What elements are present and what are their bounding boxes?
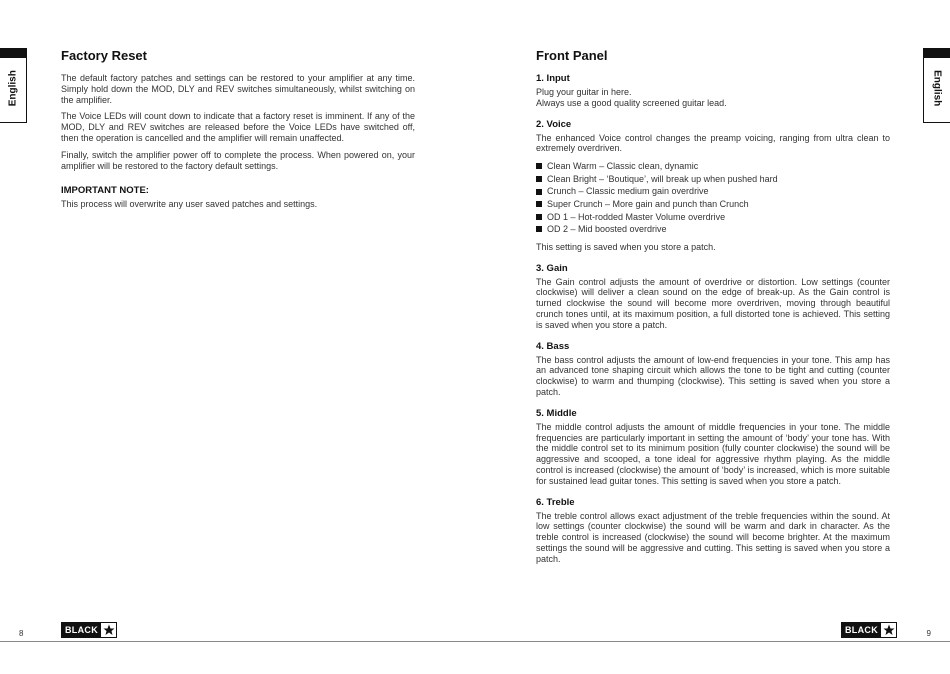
voice-option: Clean Bright – ‘Boutique’, will break up when pushed hard — [547, 173, 778, 184]
list-item — [536, 223, 890, 236]
list-item — [536, 160, 890, 173]
middle-text: The middle control adjusts the amount of middle frequencies in your tone. The middle frequencies are particularly important in setting the amount of ‘body’ your tone has. With the middle control set to its minimum position (fully counter clockwise) the sound will be aggressive and scooped, a tone ideal for aggressive rhythm playing. As the middle control is increased (clockwise) the amount of ‘body’ is increased, which is more suitable for sustained lead guitar tones. This setting is saved when you store a patch. — [536, 421, 890, 486]
language-tab-right — [923, 48, 950, 123]
voice-text: The enhanced Voice control changes the preamp voicing, ranging from ultra clean to extremely overdriven. — [536, 132, 890, 154]
middle-heading: 5. Middle — [536, 407, 577, 419]
star-icon — [101, 624, 116, 637]
bullet-square-icon — [536, 201, 542, 207]
input-line-2: Always use a good quality screened guitar lead. — [536, 97, 727, 108]
voice-saved-text: This setting is saved when you store a patch. — [536, 241, 716, 252]
black-star-logo-right — [841, 622, 897, 638]
voice-option: OD 2 – Mid boosted overdrive — [547, 224, 667, 235]
voice-option: Clean Warm – Classic clean, dynamic — [547, 161, 699, 172]
bullet-square-icon — [536, 176, 542, 182]
list-item — [536, 211, 890, 224]
page-number-left: 8 — [19, 629, 24, 638]
voice-option: OD 1 – Hot-rodded Master Volume overdrive — [547, 211, 726, 222]
gain-text: The Gain control adjusts the amount of overdrive or distortion. Low settings (counter clockwise) will deliver a clean sound on the edge of break-up. As the Gain control is turned clockwise the sound will become more overdriven, moving through beautiful crunch tones until, at its maximum position, a full distorted tone is achieved. This setting is saved when you store a patch. — [536, 276, 890, 330]
factory-reset-column — [61, 48, 415, 216]
bass-heading: 4. Bass — [536, 340, 570, 352]
language-tab-left — [0, 48, 27, 123]
factory-reset-title: Factory Reset — [61, 48, 147, 63]
front-panel-title: Front Panel — [536, 48, 608, 63]
treble-heading: 6. Treble — [536, 496, 575, 508]
right-page — [475, 0, 950, 674]
bullet-square-icon — [536, 214, 542, 220]
star-icon — [881, 624, 896, 637]
input-line-1: Plug your guitar in here. — [536, 87, 632, 97]
front-panel-column — [536, 48, 890, 570]
list-item — [536, 185, 890, 198]
list-item — [536, 173, 890, 186]
important-note-text: This process will overwrite any user saved patches and settings. — [61, 199, 318, 210]
bass-text: The bass control adjusts the amount of low-end frequencies in your tone. This amp has an advanced tone shaping circuit which allows the tone to be tight and cutting (counter clockwise) to warm and thumping (clockwise). This setting is saved when you store a patch. — [536, 354, 890, 397]
bullet-square-icon — [536, 189, 542, 195]
page-number-right: 9 — [926, 629, 931, 638]
footer-divider — [0, 641, 950, 642]
language-label-left: English — [7, 69, 19, 106]
list-item — [536, 198, 890, 211]
voice-option: Super Crunch – More gain and punch than Crunch — [547, 198, 749, 209]
factory-reset-paragraph-2: The Voice LEDs will count down to indicate that a factory reset is imminent. If any of the MOD, DLY and REV switches are released before the Voice LEDs have switched off, then the operation is cancelled and the amplifier will remain unaffected. — [61, 111, 415, 143]
voice-list — [536, 160, 890, 236]
voice-option: Crunch – Classic medium gain overdrive — [547, 186, 709, 197]
black-star-logo-left — [61, 622, 117, 638]
gain-heading: 3. Gain — [536, 262, 568, 274]
voice-heading: 2. Voice — [536, 118, 572, 130]
treble-text: The treble control allows exact adjustment of the treble frequencies within the sound. At low settings (counter clockwise) the sound will be warm and dark in character. As the treble control is increased (clockwise) the sound will become brighter. At the maximum settings the sound will be aggressive and cutting. This setting is saved when you store a patch. — [536, 510, 890, 564]
important-note-heading: IMPORTANT NOTE: — [61, 185, 149, 197]
bullet-square-icon — [536, 163, 542, 169]
logo-text-left: BLACK — [62, 623, 101, 637]
logo-text-right: BLACK — [842, 623, 881, 637]
input-heading: 1. Input — [536, 73, 570, 84]
factory-reset-paragraph-3: Finally, switch the amplifier power off to complete the process. When powered on, your amplifier will be restored to the factory default settings. — [61, 149, 415, 171]
language-label-right: English — [931, 69, 943, 106]
factory-reset-paragraph-1: The default factory patches and settings can be restored to your amplifier at any time. Simply hold down the MOD, DLY and REV switches simultaneously, whilst switching on the amplifier. — [61, 73, 415, 105]
bullet-square-icon — [536, 226, 542, 232]
